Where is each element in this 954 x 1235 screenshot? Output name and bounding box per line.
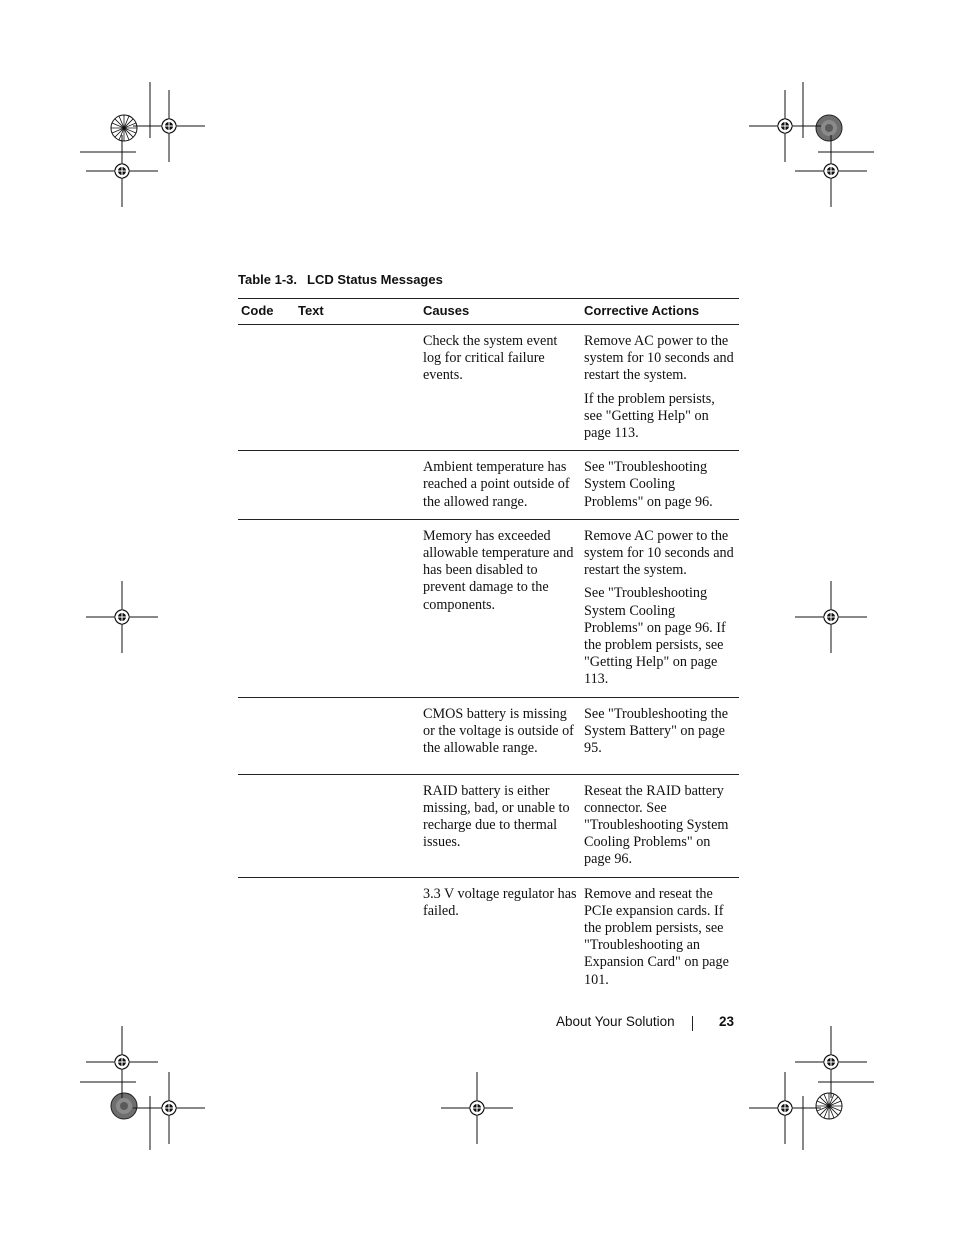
cell-text bbox=[295, 451, 420, 520]
table-title: LCD Status Messages bbox=[307, 272, 443, 287]
cell-causes bbox=[420, 877, 581, 997]
cause-text: Check the system event log for critical failure events. bbox=[423, 333, 558, 384]
action-text: Remove and reseat the PCIe expansion cards. If the problem persists, see "Troubleshooting an Expansion Card" on page 101. bbox=[584, 885, 729, 988]
header-causes: Causes bbox=[420, 299, 581, 325]
cell-code bbox=[238, 774, 295, 877]
cell-actions bbox=[581, 774, 739, 877]
cell-causes bbox=[420, 697, 581, 774]
cell-causes bbox=[420, 325, 581, 451]
page-footer bbox=[556, 1014, 735, 1029]
table-number: Table 1-3. bbox=[238, 272, 298, 287]
table-row bbox=[238, 325, 739, 451]
cell-causes bbox=[420, 451, 581, 520]
cell-actions bbox=[581, 877, 739, 997]
header-code: Code bbox=[238, 299, 295, 325]
lcd-status-table bbox=[238, 298, 739, 997]
cell-text bbox=[295, 697, 420, 774]
action-text: Reseat the RAID battery connector. See "Troubleshooting System Cooling Problems" on page 96. bbox=[584, 782, 729, 868]
action-text: Remove AC power to the system for 10 seconds and restart the system. bbox=[584, 527, 734, 579]
action-text: If the problem persists, see "Getting Help" on page 113. bbox=[584, 390, 715, 442]
action-text: Remove AC power to the system for 10 seconds and restart the system. bbox=[584, 333, 734, 384]
header-corrective-actions: Corrective Actions bbox=[581, 299, 739, 325]
cause-text: CMOS battery is missing or the voltage is outside of the allowable range. bbox=[423, 705, 574, 757]
table-header-row bbox=[238, 299, 739, 325]
cell-causes bbox=[420, 519, 581, 697]
table-row bbox=[238, 451, 739, 520]
table-row bbox=[238, 774, 739, 877]
cell-text bbox=[295, 877, 420, 997]
cell-code bbox=[238, 697, 295, 774]
cell-code bbox=[238, 519, 295, 697]
cell-actions bbox=[581, 451, 739, 520]
table-row bbox=[238, 877, 739, 997]
cell-code bbox=[238, 877, 295, 997]
cell-actions bbox=[581, 325, 739, 451]
table-caption bbox=[238, 272, 443, 287]
cause-text: 3.3 V voltage regulator has failed. bbox=[423, 885, 577, 919]
cell-causes bbox=[420, 774, 581, 877]
cell-actions bbox=[581, 519, 739, 697]
cell-actions bbox=[581, 697, 739, 774]
cell-text bbox=[295, 519, 420, 697]
cell-code bbox=[238, 325, 295, 451]
page-number: 23 bbox=[719, 1014, 735, 1029]
cell-code bbox=[238, 451, 295, 520]
cause-text: Ambient temperature has reached a point outside of the allowed range. bbox=[423, 459, 570, 510]
action-text: See "Troubleshooting System Cooling Problems" on page 96. If the problem persists, see "Getting Help" on page 113. bbox=[584, 585, 726, 688]
footer-separator bbox=[692, 1016, 693, 1031]
table-row bbox=[238, 697, 739, 774]
cell-text bbox=[295, 774, 420, 877]
table-row bbox=[238, 519, 739, 697]
cause-text: Memory has exceeded allowable temperature and has been disabled to prevent damage to the components. bbox=[423, 527, 574, 613]
action-text: See "Troubleshooting System Cooling Problems" on page 96. bbox=[584, 459, 713, 510]
action-text: See "Troubleshooting the System Battery" on page 95. bbox=[584, 705, 728, 757]
cell-text bbox=[295, 325, 420, 451]
header-text: Text bbox=[295, 299, 420, 325]
cause-text: RAID battery is either missing, bad, or unable to recharge due to thermal issues. bbox=[423, 782, 570, 851]
footer-section-title: About Your Solution bbox=[556, 1014, 675, 1029]
